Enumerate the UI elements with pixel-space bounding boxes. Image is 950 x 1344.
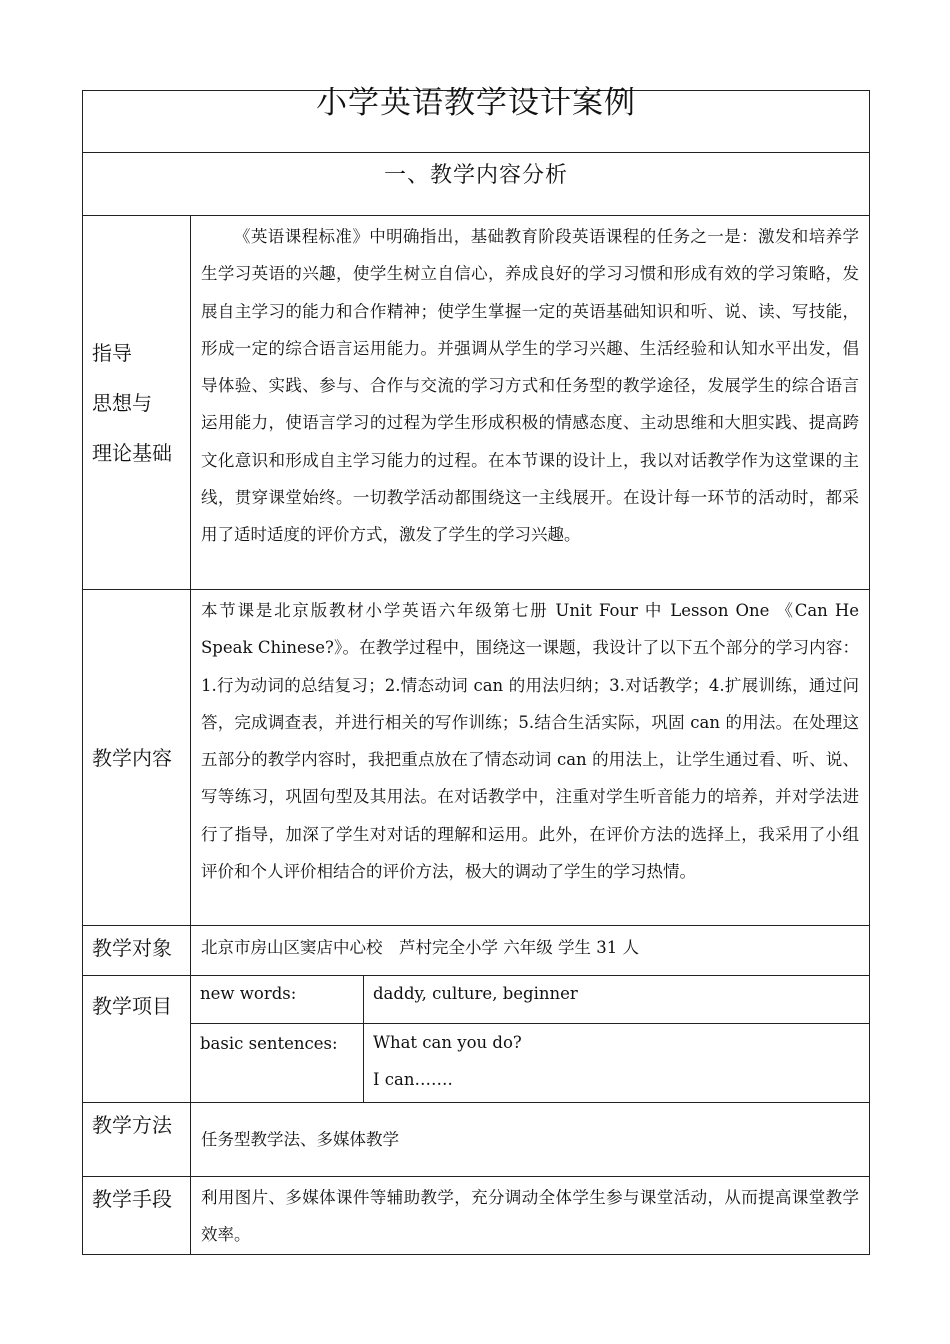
lesson-plan-table — [82, 85, 870, 1255]
new-words-row — [191, 976, 869, 1024]
target-label: 教学对象 — [83, 926, 191, 976]
content-text: 本节课是北京版教材小学英语六年级第七册 Unit Four 中 Lesson One 《Can He Speak Chinese?》。在教学过程中，围绕这一课题，我设计了以下五个部分的学习内容：1.行为动词的总结复习；2.情态动词 can 的用法归纳；3.对话教学；4.扩展训练，通过问答，完成调查表，并进行相关的写作训练；5.结合生活实际，巩固 can 的用法。在处理这五部分的教学内容时，我把重点放在了情态动词 can 的用法上，让学生通过看、听、说、写等练习，巩固句型及其用法。在对话教学中，注重对学生听音能力的培养，并对学法进行了指导，加深了学生对对话的理解和运用。此外，在评价方法的选择上，我采用了小组评价和个人评价相结合的评价方法，极大的调动了学生的学习热情。 — [201, 601, 859, 882]
sentence-2: I can……. — [373, 1070, 453, 1089]
items-row — [83, 976, 870, 1103]
method-row — [83, 1103, 870, 1177]
guide-label — [83, 216, 191, 590]
method-text: 任务型教学法、多媒体教学 — [191, 1103, 870, 1177]
new-words-value: daddy, culture, beginner — [364, 976, 870, 1024]
guide-label-line-1: 指导 — [92, 340, 132, 365]
sentences-value — [364, 1024, 870, 1103]
new-words-key: new words: — [191, 976, 364, 1024]
guide-label-line-2: 思想与 — [92, 390, 152, 415]
content-label: 教学内容 — [83, 590, 191, 926]
guide-label-line-3: 理论基础 — [92, 440, 172, 465]
guide-text: 《英语课程标准》中明确指出，基础教育阶段英语课程的任务之一是：激发和培养学生学习英语的兴趣，使学生树立自信心，养成良好的学习习惯和形成有效的学习策略，发展自主学习的能力和合作精神；使学生掌握一定的英语基础知识和听、说、读、写技能，形成一定的综合语言运用能力。并强调从学生的学习兴趣、生活经验和认知水平出发，倡导体验、实践、参与、合作与交流的学习方式和任务型的教学途径，发展学生的综合语言运用能力，使语言学习的过程为学生形成积极的情感态度、主动思维和大胆实践、提高跨文化意识和形成自主学习能力的过程。在本节课的设计上，我以对话教学作为这堂课的主线，贯穿课堂始终。一切教学活动都围绕这一主线展开。在设计每一环节的活动时，都采用了适时适度的评价方式，激发了学生的学习兴趣。 — [201, 227, 859, 545]
guide-row — [83, 216, 870, 590]
items-inner-table — [191, 976, 869, 1102]
title-cell — [83, 85, 870, 153]
means-row — [83, 1177, 870, 1255]
lesson-plan-document — [82, 85, 869, 1255]
method-label: 教学方法 — [83, 1103, 191, 1177]
document-title: 小学英语教学设计案例 — [316, 85, 636, 121]
means-text: 利用图片、多媒体课件等辅助教学，充分调动全体学生参与课堂活动，从而提高课堂教学效率。 — [191, 1177, 870, 1255]
guide-text-cell — [191, 216, 870, 590]
items-label: 教学项目 — [83, 976, 191, 1103]
target-text: 北京市房山区窦店中心校 芦村完全小学 六年级 学生 31 人 — [191, 926, 870, 976]
section-heading-cell — [83, 153, 870, 216]
items-cell — [191, 976, 870, 1103]
means-label: 教学手段 — [83, 1177, 191, 1255]
content-row — [83, 590, 870, 926]
sentences-key: basic sentences: — [191, 1024, 364, 1103]
content-text-cell — [191, 590, 870, 926]
sentence-1: What can you do? — [373, 1033, 522, 1052]
sentences-row — [191, 1024, 869, 1103]
target-row — [83, 926, 870, 976]
section-heading: 一、教学内容分析 — [383, 163, 568, 188]
